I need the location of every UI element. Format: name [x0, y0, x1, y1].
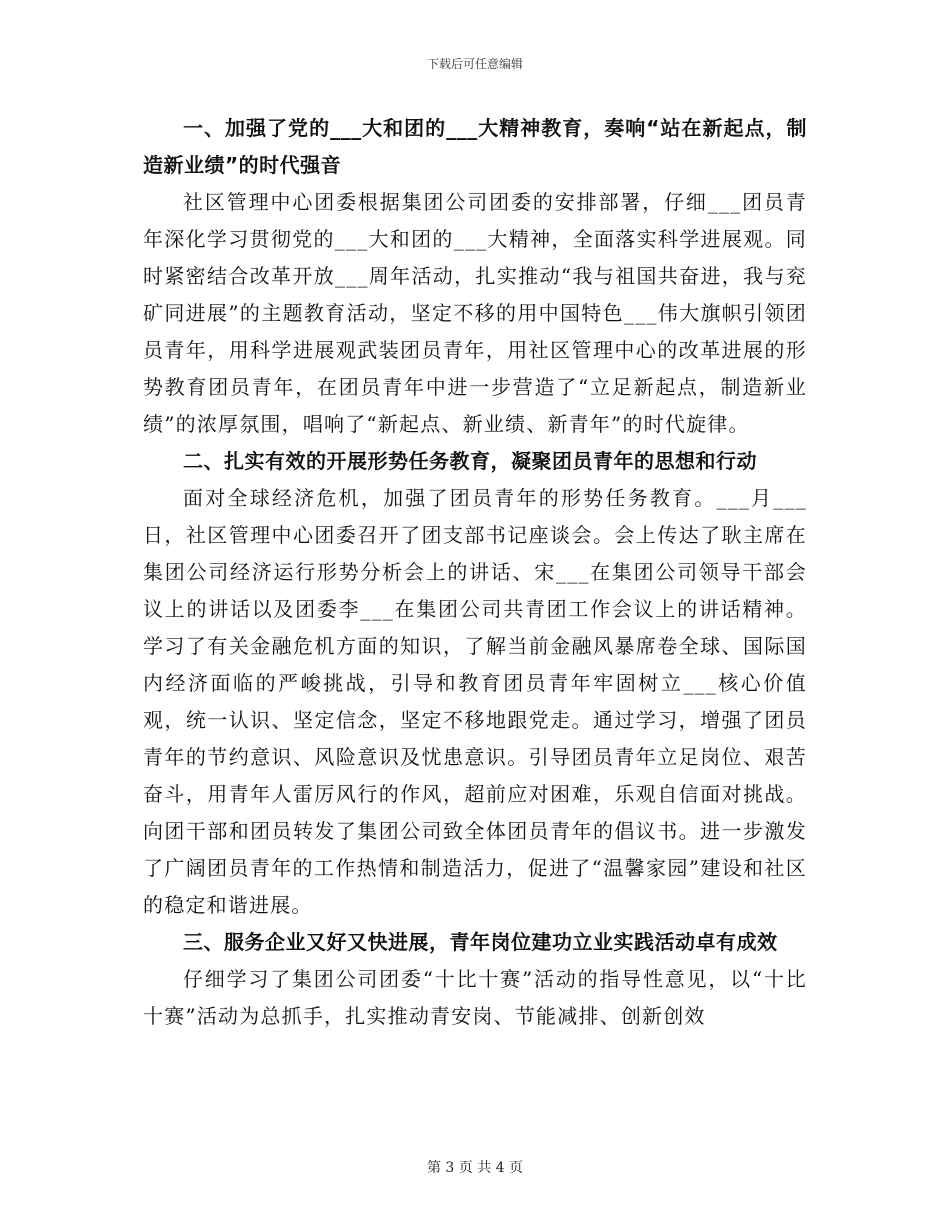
document-body	[143, 110, 807, 1035]
section-paragraph-2: 面对全球经济危机，加强了团员青年的形势任务教育。___月___日，社区管理中心团委召开了团支部书记座谈会。会上传达了耿主席在集团公司经济运行形势分析会上的讲话、宋___在集团公司领导干部会议上的讲话以及团委李___在集团公司共青团工作会议上的讲话精神。学习了有关金融危机方面的知识，了解当前金融风暴席卷全球、国际国内经济面临的严峻挑战，引导和教育团员青年牢固树立___核心价值观，统一认识、坚定信念，坚定不移地跟党走。通过学习，增强了团员青年的节约意识、风险意识及忧患意识。引导团员青年立足岗位、艰苦奋斗，用青年人雷厉风行的作风，超前应对困难，乐观自信面对挑战。向团干部和团员转发了集团公司致全体团员青年的倡议书。进一步激发了广阔团员青年的工作热情和制造活力，促进了“温馨家园”建设和社区的稳定和谐进展。	[143, 486, 807, 917]
section-heading-3: 三、服务企业又好又快进展，青年岗位建功立业实践活动卓有成效	[183, 930, 778, 954]
section-heading-1: 一、加强了党的___大和团的___大精神教育，奏响“站在新起点，制造新业绩”的时代强音	[143, 116, 807, 177]
page-number: 第 3 页 共 4 页	[426, 1160, 524, 1176]
section-paragraph-3: 仔细学习了集团公司团委“十比十赛”活动的指导性意见，以“十比十赛”活动为总抓手，扎实推动青安岗、节能减排、创新创效	[143, 967, 807, 1028]
section-heading-2: 二、扎实有效的开展形势任务教育，凝聚团员青年的思想和行动	[183, 449, 757, 473]
header-note: 下载后可任意编辑	[426, 57, 523, 71]
section-paragraph-1: 社区管理中心团委根据集团公司团委的安排部署，仔细___团员青年深化学习贯彻党的___大和团的___大精神，全面落实科学进展观。同时紧密结合改革开放___周年活动，扎实推动“我与祖国共奋进，我与兖矿同进展”的主题教育活动，坚定不移的用中国特色___伟大旗帜引领团员青年，用科学进展观武装团员青年，用社区管理中心的改革进展的形势教育团员青年，在团员青年中进一步营造了“立足新起点，制造新业绩”的浓厚氛围，唱响了“新起点、新业绩、新青年”的时代旋律。	[143, 190, 807, 436]
